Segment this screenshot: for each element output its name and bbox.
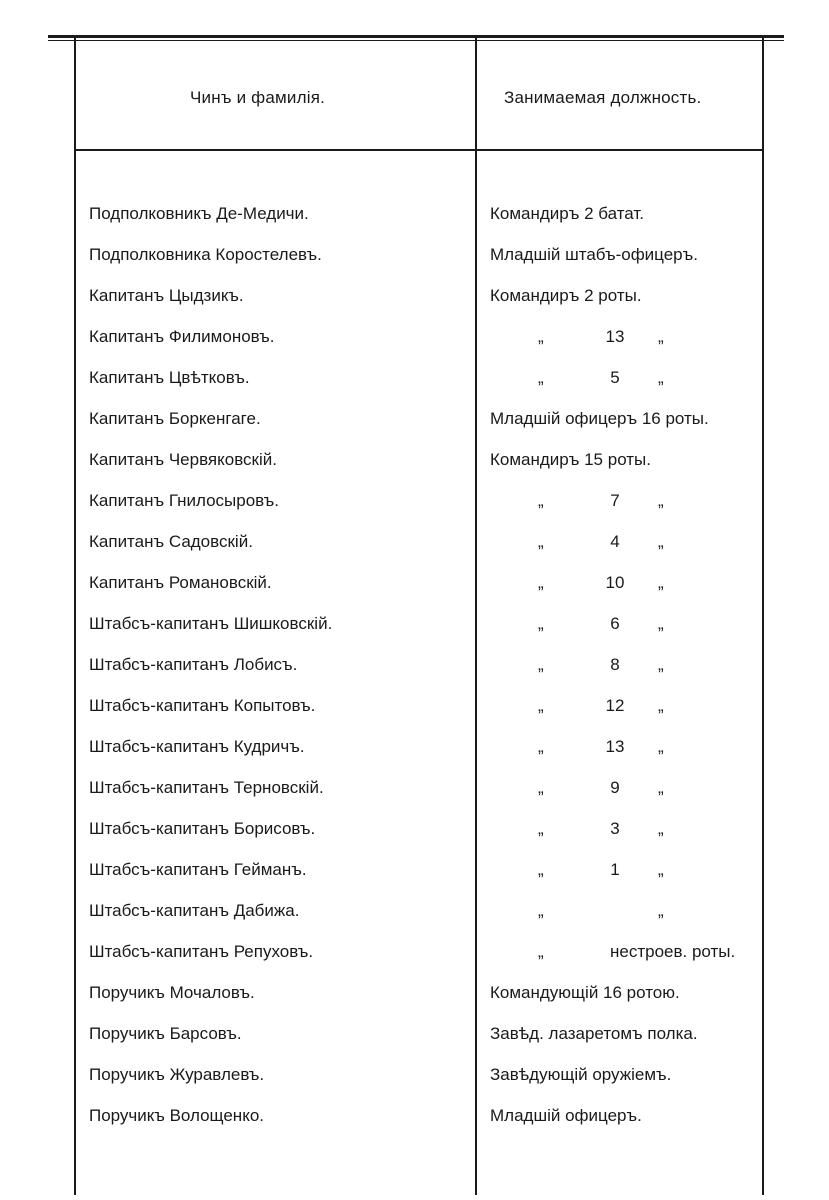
officer-rank-name: Капитанъ Цвѣтковъ.	[89, 368, 250, 387]
officer-position-ditto	[490, 573, 760, 595]
officer-rank-name: Капитанъ Червяковскій.	[89, 450, 277, 469]
table-row	[0, 204, 829, 245]
company-number: 6	[610, 614, 620, 633]
table-row	[0, 532, 829, 573]
ditto-mark: „	[538, 778, 544, 797]
table-row	[0, 491, 829, 532]
ditto-mark: „	[538, 327, 544, 346]
officer-rank-name: Поручикъ Барсовъ.	[89, 1024, 242, 1043]
officer-rank-name: Поручикъ Мочаловъ.	[89, 983, 255, 1002]
company-number: 13	[605, 327, 625, 346]
officer-rank-name: Капитанъ Романовскій.	[89, 573, 272, 592]
ditto-mark: „	[658, 614, 664, 633]
ditto-mark: „	[538, 696, 544, 715]
officer-rank-name: Штабсъ-капитанъ Терновскій.	[89, 778, 324, 797]
table-row	[0, 1106, 829, 1147]
ditto-mark: „	[538, 491, 544, 510]
officer-rank-name: Штабсъ-капитанъ Лобисъ.	[89, 655, 298, 674]
officer-rank-name: Штабсъ-капитанъ Репуховъ.	[89, 942, 314, 961]
table-row	[0, 901, 829, 942]
officer-position-ditto	[490, 819, 760, 841]
officer-position: Младшій штабъ-офицеръ.	[490, 245, 698, 264]
officer-rank-name: Штабсъ-капитанъ Гейманъ.	[89, 860, 307, 879]
officer-rank-name: Штабсъ-капитанъ Копытовъ.	[89, 696, 316, 715]
officer-position-ditto	[490, 532, 760, 554]
company-number: 4	[610, 532, 620, 551]
company-number: 8	[610, 655, 620, 674]
officer-position: Командиръ 2 роты.	[490, 286, 642, 305]
officer-rank-name: Подполковникъ Де-Медичи.	[89, 204, 309, 223]
officer-table-body	[0, 204, 829, 1147]
officer-position: Завѣдующій оружіемъ.	[490, 1065, 672, 1084]
officer-position: Командующій 16 ротою.	[490, 983, 680, 1002]
ditto-mark: „	[658, 327, 664, 346]
ditto-mark: „	[658, 819, 664, 838]
officer-rank-name: Штабсъ-капитанъ Кудричъ.	[89, 737, 305, 756]
company-number: 7	[610, 491, 620, 510]
officer-rank-name: Поручикъ Волощенко.	[89, 1106, 265, 1125]
officer-position-ditto	[490, 327, 760, 349]
ditto-mark: „	[538, 942, 544, 961]
ditto-mark: „	[658, 860, 664, 879]
company-number: 3	[610, 819, 620, 838]
officer-position-ditto	[490, 491, 760, 513]
column-header-rank-name: Чинъ и фамилія.	[190, 88, 326, 107]
table-row	[0, 450, 829, 491]
table-row	[0, 983, 829, 1024]
officer-position: Младшій офицеръ.	[490, 1106, 642, 1125]
table-row	[0, 942, 829, 983]
officer-position-ditto	[490, 655, 760, 677]
table-row	[0, 696, 829, 737]
ditto-mark: „	[658, 491, 664, 510]
table-row	[0, 245, 829, 286]
table-row	[0, 286, 829, 327]
officer-rank-name: Капитанъ Гнилосыровъ.	[89, 491, 279, 510]
table-row	[0, 614, 829, 655]
ditto-mark: „	[538, 655, 544, 674]
ditto-mark: „	[538, 819, 544, 838]
officer-rank-name: Штабсъ-капитанъ Дабижа.	[89, 901, 300, 920]
ditto-mark: „	[538, 368, 544, 387]
ditto-mark: „	[538, 573, 544, 592]
officer-rank-name: Капитанъ Садовскій.	[89, 532, 253, 551]
officer-position-ditto	[490, 860, 760, 882]
officer-position-ditto	[490, 614, 760, 636]
company-number: 9	[610, 778, 620, 797]
company-number: 13	[605, 737, 625, 756]
ditto-mark: „	[658, 368, 664, 387]
table-row	[0, 1065, 829, 1106]
officer-rank-name: Капитанъ Боркенгаге.	[89, 409, 261, 428]
ditto-mark: „	[538, 532, 544, 551]
ditto-mark: „	[658, 532, 664, 551]
company-number: 10	[605, 573, 625, 592]
company-number: 1	[610, 860, 620, 879]
column-header-position: Занимаемая должность.	[504, 88, 702, 107]
header-bottom-rule	[76, 149, 762, 151]
officer-position-ditto	[490, 737, 760, 759]
top-double-rule	[48, 35, 784, 38]
officer-rank-name: Штабсъ-капитанъ Борисовъ.	[89, 819, 316, 838]
ditto-mark: „	[658, 696, 664, 715]
ditto-mark: „	[658, 655, 664, 674]
officer-rank-name: Капитанъ Филимоновъ.	[89, 327, 275, 346]
table-row	[0, 819, 829, 860]
officer-position-ditto	[490, 368, 760, 390]
company-number: 5	[610, 368, 620, 387]
table-row	[0, 368, 829, 409]
ditto-mark: „	[538, 737, 544, 756]
ditto-mark: „	[538, 901, 544, 920]
officer-rank-name: Капитанъ Цыдзикъ.	[89, 286, 244, 305]
officer-position: Завѣд. лазаретомъ полка.	[490, 1024, 698, 1043]
officer-position-ditto	[490, 778, 760, 800]
officer-rank-name: Штабсъ-капитанъ Шишковскій.	[89, 614, 333, 633]
table-row	[0, 573, 829, 614]
officer-position-ditto	[490, 901, 760, 923]
officer-position-ditto	[490, 942, 760, 964]
position-suffix: нестроев. роты.	[610, 942, 736, 961]
ditto-mark: „	[658, 573, 664, 592]
table-row	[0, 860, 829, 901]
ditto-mark: „	[658, 778, 664, 797]
officer-rank-name: Подполковника Коростелевъ.	[89, 245, 322, 264]
company-number: 12	[605, 696, 625, 715]
table-row	[0, 1024, 829, 1065]
officer-rank-name: Поручикъ Журавлевъ.	[89, 1065, 265, 1084]
officer-position-ditto	[490, 696, 760, 718]
table-row	[0, 327, 829, 368]
table-row	[0, 778, 829, 819]
ditto-mark: „	[538, 860, 544, 879]
table-row	[0, 409, 829, 450]
table-row	[0, 655, 829, 696]
ditto-mark: „	[658, 737, 664, 756]
officer-position: Командиръ 15 роты.	[490, 450, 652, 469]
ditto-mark: „	[538, 614, 544, 633]
table-row	[0, 737, 829, 778]
officer-position: Младшій офицеръ 16 роты.	[490, 409, 709, 428]
ditto-mark: „	[658, 901, 664, 920]
officer-position: Командиръ 2 батат.	[490, 204, 645, 223]
top-double-rule-thin	[48, 40, 784, 41]
